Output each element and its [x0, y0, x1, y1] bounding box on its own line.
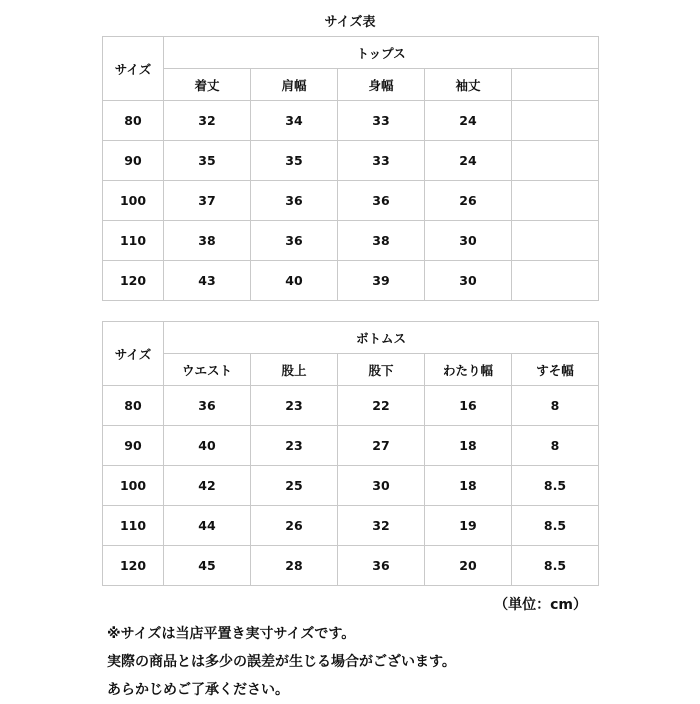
value-cell: 30 [425, 261, 512, 301]
value-cell: 37 [164, 181, 251, 221]
table-row [103, 466, 599, 506]
size-cell: 100 [103, 181, 164, 221]
value-cell: 36 [251, 181, 338, 221]
size-chart-title: サイズ表 [324, 15, 376, 30]
value-cell: 36 [164, 386, 251, 426]
value-cell: 36 [338, 546, 425, 586]
table-row [103, 546, 599, 586]
value-cell: 42 [164, 466, 251, 506]
value-cell: 24 [425, 101, 512, 141]
column-header: 股上 [251, 354, 338, 386]
value-cell: 18 [425, 426, 512, 466]
value-cell: 18 [425, 466, 512, 506]
value-cell: 8 [512, 386, 599, 426]
value-cell: 26 [425, 181, 512, 221]
value-cell [512, 141, 599, 181]
size-cell: 80 [103, 101, 164, 141]
column-header: ウエスト [164, 354, 251, 386]
value-cell: 8.5 [512, 546, 599, 586]
tops-size-table [102, 36, 599, 301]
value-cell: 25 [251, 466, 338, 506]
value-cell [512, 101, 599, 141]
value-cell: 45 [164, 546, 251, 586]
table-row [103, 261, 599, 301]
table-row [103, 141, 599, 181]
value-cell: 40 [164, 426, 251, 466]
value-cell: 8 [512, 426, 599, 466]
value-cell: 40 [251, 261, 338, 301]
size-cell: 120 [103, 261, 164, 301]
value-cell: 38 [338, 221, 425, 261]
note-line: ※サイズは当店平置き実寸サイズです。 [107, 626, 356, 642]
column-header: 肩幅 [251, 69, 338, 101]
value-cell: 24 [425, 141, 512, 181]
table-row [103, 221, 599, 261]
size-cell: 90 [103, 426, 164, 466]
bottoms-size-table [102, 321, 599, 586]
table-row [103, 386, 599, 426]
column-header: 袖丈 [425, 69, 512, 101]
value-cell: 30 [425, 221, 512, 261]
value-cell: 39 [338, 261, 425, 301]
size-cell: 80 [103, 386, 164, 426]
value-cell: 26 [251, 506, 338, 546]
size-cell: 110 [103, 221, 164, 261]
value-cell: 23 [251, 386, 338, 426]
tops-size-header: サイズ [103, 37, 164, 101]
unit-note: （単位：cm） [494, 597, 587, 613]
value-cell: 23 [251, 426, 338, 466]
value-cell: 35 [164, 141, 251, 181]
column-header: すそ幅 [512, 354, 599, 386]
value-cell: 43 [164, 261, 251, 301]
value-cell: 28 [251, 546, 338, 586]
size-cell: 90 [103, 141, 164, 181]
value-cell: 36 [338, 181, 425, 221]
size-cell: 120 [103, 546, 164, 586]
note-line: あらかじめご了承ください。 [107, 682, 289, 698]
table-row [103, 426, 599, 466]
value-cell [512, 181, 599, 221]
value-cell: 34 [251, 101, 338, 141]
disclaimer-notes [107, 620, 456, 704]
table-row [103, 101, 599, 141]
size-cell: 110 [103, 506, 164, 546]
note-line: 実際の商品とは多少の誤差が生じる場合がございます。 [107, 654, 456, 670]
value-cell: 22 [338, 386, 425, 426]
value-cell: 20 [425, 546, 512, 586]
value-cell: 33 [338, 141, 425, 181]
value-cell: 30 [338, 466, 425, 506]
tops-group-header: トップス [164, 37, 599, 69]
column-header: 股下 [338, 354, 425, 386]
value-cell: 27 [338, 426, 425, 466]
value-cell: 8.5 [512, 466, 599, 506]
bottoms-size-header: サイズ [103, 322, 164, 386]
size-cell: 100 [103, 466, 164, 506]
bottoms-group-header: ボトムス [164, 322, 599, 354]
value-cell [512, 221, 599, 261]
value-cell: 19 [425, 506, 512, 546]
column-header: わたり幅 [425, 354, 512, 386]
column-header: 着丈 [164, 69, 251, 101]
value-cell: 32 [164, 101, 251, 141]
value-cell: 32 [338, 506, 425, 546]
table-row [103, 181, 599, 221]
value-cell: 36 [251, 221, 338, 261]
value-cell: 33 [338, 101, 425, 141]
table-row [103, 506, 599, 546]
value-cell [512, 261, 599, 301]
value-cell: 35 [251, 141, 338, 181]
value-cell: 44 [164, 506, 251, 546]
column-header [512, 69, 599, 101]
column-header: 身幅 [338, 69, 425, 101]
value-cell: 38 [164, 221, 251, 261]
value-cell: 8.5 [512, 506, 599, 546]
value-cell: 16 [425, 386, 512, 426]
